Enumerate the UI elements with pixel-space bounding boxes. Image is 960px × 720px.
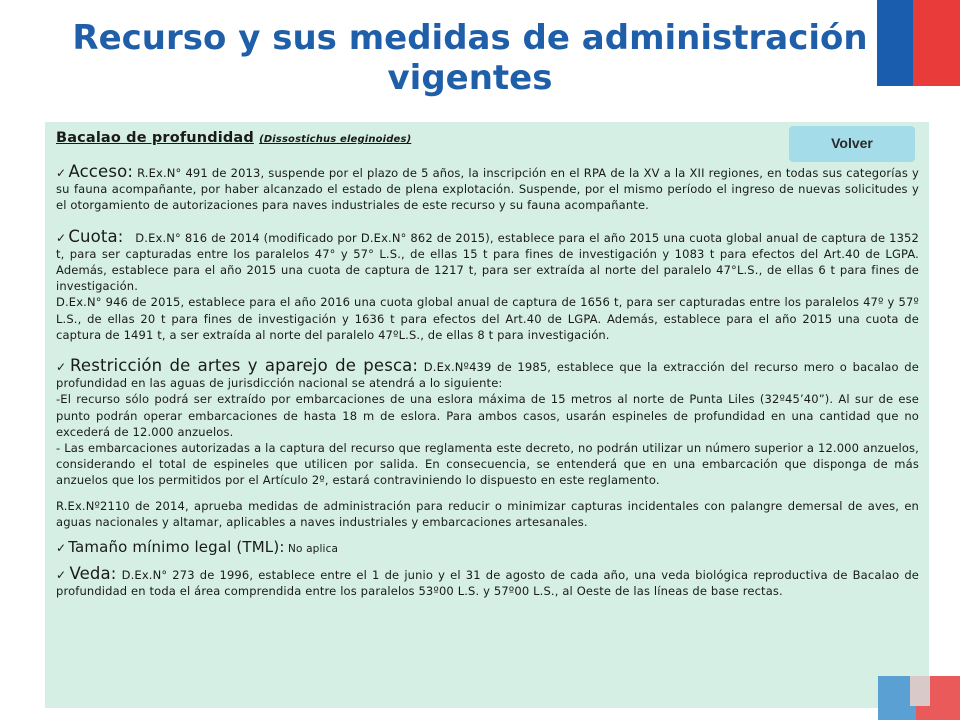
check-icon: ✓ xyxy=(56,230,67,245)
veda-paragraph xyxy=(56,566,919,599)
cuota-label: Cuota: xyxy=(68,226,124,246)
restriccion-text-1: D.Ex.Nº439 de 1985, establece que la extracción del recurso mero o bacalao de profundidad en las aguas de jurisdicción nacional se atendrá a lo siguiente: xyxy=(56,360,919,391)
volver-button[interactable]: Volver xyxy=(789,126,915,162)
tml-label: Tamaño mínimo legal (TML): xyxy=(68,538,285,557)
flag-fade-block xyxy=(910,676,930,706)
veda-label: Veda: xyxy=(69,564,117,584)
flag-red-stripe xyxy=(913,0,960,86)
species-name: Bacalao de profundidad xyxy=(56,130,254,146)
acceso-text: R.Ex.N° 491 de 2013, suspende por el plazo de 5 años, la inscripción en el RPA de la XV a la XII regiones, en todas sus categorías y su fauna acompañante, por haber alcanzado el estado de plena explotación. Suspende, por el mismo período el ingreso de nuevas solicitudes y el otorgamiento de autorizaciones para naves industriales de este recurso y su fauna acompañante. xyxy=(56,166,919,213)
flag-logo-top xyxy=(877,0,960,86)
cuota-text-1: D.Ex.N° 816 de 2014 (modificado por D.Ex.N° 862 de 2015), establece para el año 2015 una cuota global anual de captura de 1352 t, para ser capturadas entre los paralelos 47° y 57° L.S., de ellas 15 t para fines de investigación y 1083 t para efectos del Art.40 de LGPA. Además, establece para el año 2015 una cuota de captura de 1217 t, para ser extraída al norte del paralelo 47°L.S., de ellas 6 t para fines de investigación. xyxy=(56,230,923,294)
cuota-paragraph xyxy=(56,226,923,295)
check-icon: ✓ xyxy=(56,166,67,180)
restriccion-paragraph xyxy=(56,358,919,391)
restriccion-label: Restricción de artes y aparejo de pesca: xyxy=(70,356,419,376)
acceso-paragraph xyxy=(56,164,919,214)
check-icon: ✓ xyxy=(56,360,69,375)
restriccion-text-2: -El recurso sólo podrá ser extraído por embarcaciones de una eslora máxima de 15 metros al norte de Punta Liles (32º45’40”). Al sur de ese punto podrán operar embarcaciones de hasta 18 m de eslora. Para ambos casos, usarán espineles de profundidad en una cantidad que no excederá de 12.000 anzuelos. xyxy=(56,392,919,439)
acceso-label: Acceso: xyxy=(68,162,134,181)
flag-logo-bottom xyxy=(878,676,960,720)
tml-paragraph xyxy=(56,539,919,557)
flag-blue-stripe xyxy=(877,0,913,86)
content-panel xyxy=(45,122,929,708)
veda-text: D.Ex.N° 273 de 1996, establece entre el 1 de junio y el 31 de agosto de cada año, una veda biológica reproductiva de Bacalao de profundidad en toda el área comprendida entre los paralelos 53º00 L.S. y 57º00 L.S., al Oeste de las líneas de base rectas. xyxy=(56,568,919,599)
check-icon: ✓ xyxy=(56,568,68,583)
page-title: Recurso y sus medidas de administración vigentes xyxy=(72,18,868,98)
tml-text: No aplica xyxy=(284,543,339,556)
scientific-name: (Dissostichus eleginoides) xyxy=(259,134,412,145)
restriccion-text-4: R.Ex.Nº2110 de 2014, aprueba medidas de administración para reducir o minimizar capturas incidentales con palangre demersal de aves, en aguas nacionales y altamar, aplicables a naves industriales y embarcaciones artesanales. xyxy=(56,498,919,529)
cuota-text-2: D.Ex.N° 946 de 2015, establece para el año 2016 una cuota global anual de captura de 1656 t, para ser capturadas entre los paralelos 47º y 57º L.S., de ellas 20 t para fines de investigación y 1636 t para efectos del Art.40 de LGPA. Además, establece para el año 2015 una cuota de captura de 1491 t, a ser extraída al norte del paralelo 47ºL.S., de ellas 8 t para investigación. xyxy=(56,295,919,342)
check-icon: ✓ xyxy=(56,541,67,556)
restriccion-text-3: - Las embarcaciones autorizadas a la captura del recurso que reglamenta este decreto, no podrán utilizar un número superior a 12.000 anzuelos, considerando el total de espineles que utilicen por salida. En consecuencia, se entenderá que en una embarcación que disponga de más anzuelos que los permitidos por el Artículo 2º, estará contraviniendo lo dispuesto en este reglamento. xyxy=(56,441,919,488)
